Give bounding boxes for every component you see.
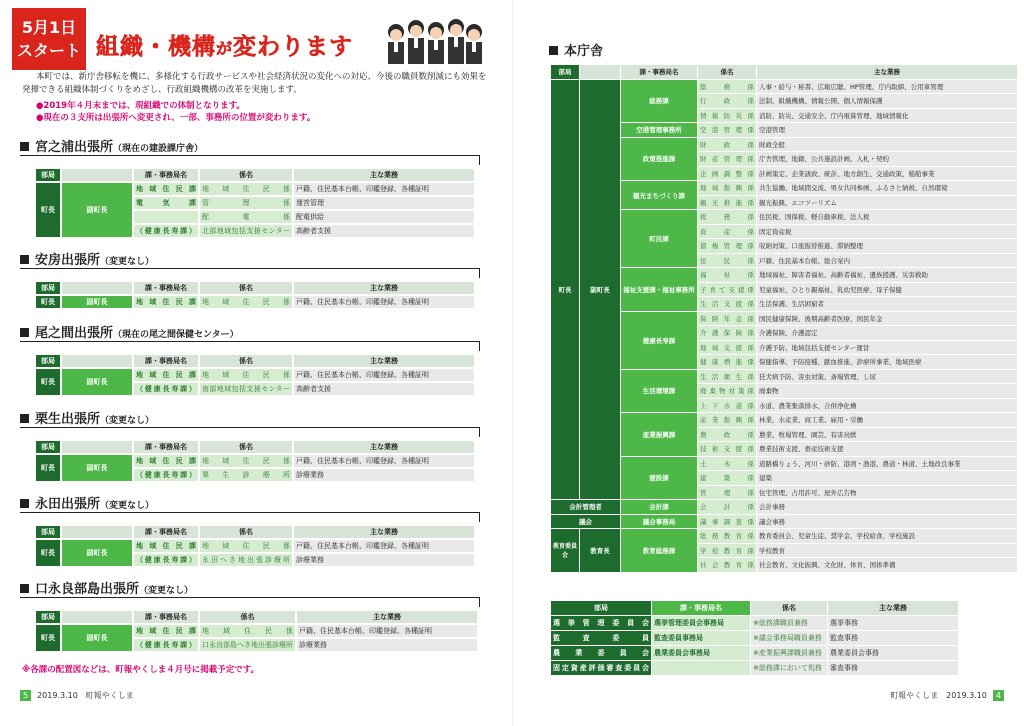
ka-cell: 監査委員事務局 [652, 631, 750, 645]
kei-cell: ※総務課職員兼務 [751, 616, 827, 630]
header-blank [62, 355, 132, 367]
section-bracket [20, 427, 480, 437]
kei-cell: 管理係 [202, 199, 290, 207]
table-row [551, 661, 958, 675]
kei-cell: 子育て支援係 [698, 283, 756, 297]
section-title [20, 578, 488, 596]
gyomu-cell: 高齢者支援 [294, 383, 474, 395]
kei-cell: ※議会事務局職員兼務 [751, 631, 827, 645]
org-cell: 町長 [36, 369, 60, 395]
badge-start: スタート [16, 41, 81, 60]
sub-org-cell: 副町長 [62, 625, 132, 651]
kei-cell: 財産管理係 [698, 152, 756, 166]
section-bracket [20, 341, 480, 351]
header-gyomu: 主な業務 [294, 282, 474, 294]
section-subtitle: （変更なし） [100, 257, 155, 267]
ka-cell: （健康長寿課） [136, 471, 196, 479]
section-name: 尾之間出張所 [35, 326, 114, 341]
org-cell: 農業委員会 [551, 646, 651, 660]
kei-cell: 口永良部島へき地出張診療所 [202, 641, 293, 649]
branch-table [34, 524, 476, 568]
page-date: 2019.3.10 町報やくしま [37, 691, 134, 700]
header-gyomu: 主な業務 [294, 355, 474, 367]
branch-section [20, 136, 488, 235]
section-bracket [20, 268, 480, 278]
kei-cell: 地域住民係 [202, 185, 290, 193]
ka-cell: （健康長寿課） [136, 227, 196, 235]
kei-cell: 企画調整係 [698, 167, 756, 181]
section-title [20, 249, 488, 267]
bullet-square-icon [20, 328, 29, 337]
kei-cell: 北部地域包括支援センター [202, 227, 290, 235]
gyomu-cell: 高齢者支援 [294, 225, 474, 237]
committees-grid [550, 600, 959, 676]
bullet-square-icon [20, 142, 29, 151]
kei-cell: 行政係 [698, 94, 756, 108]
gyomu-cell: 生活保護、生活困窮者 [757, 297, 1017, 311]
ka-cell: （健康長寿課） [136, 385, 196, 393]
section-title [20, 136, 488, 154]
gyomu-cell: 消防、防災、交通安全、庁内電算管理、地域情報化 [757, 109, 1017, 123]
org-cell: 会計管理者 [551, 500, 620, 514]
ka-cell [134, 211, 198, 223]
gyomu-cell: 農業、牧場管理、園芸、有害鳥獣 [757, 428, 1017, 442]
table-row [551, 370, 1017, 384]
ka-cell: 政策推進課 [621, 138, 697, 181]
header-bukyoku: 部局 [36, 282, 60, 294]
badge-date: 5月1日 [21, 18, 77, 37]
header-kei: 係名 [698, 65, 756, 79]
gyomu-cell: 計画策定、企業誘致、統計、地方創生、交通政策、船舶事業 [757, 167, 1017, 181]
header-ka: 課・事務局名 [134, 282, 198, 294]
header-ka: 課・事務局名 [134, 169, 198, 181]
kei-cell: 社会教育係 [698, 558, 756, 572]
header-row [551, 65, 1017, 79]
ka-cell: 農業委員会事務局 [652, 646, 750, 660]
gyomu-cell: 狂犬病予防、害虫対策、斎場管理、し尿 [757, 370, 1017, 384]
gyomu-cell: 廃棄物 [757, 384, 1017, 398]
branch-section [20, 249, 488, 306]
gyomu-cell: 保健指導、予防接種、献血推進、診療所事業、地域医療 [757, 355, 1017, 369]
kei-cell: 空港管理係 [698, 123, 756, 137]
table-row [551, 457, 1017, 471]
section-subtitle: （変更なし） [100, 501, 155, 511]
table-row [551, 123, 1017, 137]
section-subtitle: （現在の建設課庁舎） [113, 144, 204, 154]
gyomu-cell: 戸籍、住民基本台帳、印鑑登録、各種証明 [294, 296, 474, 308]
header-bukyoku: 部局 [36, 441, 60, 453]
table-row [36, 455, 474, 467]
main-office-title [549, 40, 603, 59]
header-blank [62, 282, 132, 294]
kei-cell: 福祉係 [698, 268, 756, 282]
table-row [551, 138, 1017, 152]
sub-org-cell: 副町長 [62, 296, 132, 308]
footnote: ※各課の配置図などは、町報やくしま４月号に掲載予定です。 [22, 665, 260, 675]
title-part-a: 組織・機構 [96, 34, 216, 60]
section-subtitle: （変更なし） [139, 586, 194, 596]
gyomu-cell: 人事・給与・秘書、広報広聴、HP管理、庁内取締、公用車管理 [757, 80, 1017, 94]
header-bukyoku: 部局 [36, 169, 60, 181]
table-row [551, 646, 958, 660]
branch-table [34, 439, 476, 483]
header-ka: 課・事務局名 [134, 611, 198, 623]
gyomu-cell: 固定資産税 [757, 225, 1017, 239]
gyomu-cell: 農業技術支援、畜産技術支援 [757, 442, 1017, 456]
ka-cell: 建設課 [621, 457, 697, 500]
gyomu-cell: 水道、農業集落排水、合併浄化槽 [757, 399, 1017, 413]
kei-cell: 土木係 [698, 457, 756, 471]
gyomu-cell: 建築 [757, 471, 1017, 485]
gyomu-cell: 社会教育、文化振興、文化財、体育、国体準備 [757, 558, 1017, 572]
title-part-c: 変わります [233, 34, 354, 60]
section-title [20, 322, 488, 340]
gyomu-cell: 国民健康保険、後期高齢者医療、国民年金 [757, 312, 1017, 326]
org-cell: 監査委員 [551, 631, 651, 645]
kei-cell: 管理係 [698, 486, 756, 500]
gyomu-cell: 戸籍、住民基本台帳、印鑑登録、各種証明 [294, 183, 474, 195]
kei-cell: 生活支援係 [698, 297, 756, 311]
ka-cell: 健康長寿課 [621, 312, 697, 369]
ka-cell: 議会事務局 [621, 515, 697, 529]
page-title [96, 28, 353, 61]
gyomu-cell: 監査事務 [828, 631, 958, 645]
header-ka: 課・事務局名 [652, 601, 750, 615]
kei-cell: 栗生診療所 [202, 471, 290, 479]
ka-cell: 地域住民課 [136, 457, 196, 465]
section-name: 安房出張所 [35, 253, 101, 268]
gyomu-cell: 審査事務 [828, 661, 958, 675]
org-cell: 選挙管理委員会 [551, 616, 651, 630]
section-name: 口永良部島出張所 [35, 582, 140, 597]
kei-cell: 地域振興係 [698, 181, 756, 195]
page-number: 4 [993, 690, 1004, 701]
branch-table [34, 280, 476, 310]
kei-cell: 技術支援係 [698, 442, 756, 456]
note-1: ●2019年４月末までは、現組織での体制となります。 [36, 101, 245, 111]
gyomu-cell: 診療業務 [294, 469, 474, 481]
section-subtitle: （現在の尾之間保健センター） [113, 330, 239, 340]
gyomu-cell: 児童福祉、ひとり親福祉、乳幼児医療、母子保健 [757, 283, 1017, 297]
section-bracket [20, 597, 480, 607]
header-kei: 係名 [751, 601, 827, 615]
ka-cell: （健康長寿課） [136, 641, 196, 649]
header-bukyoku: 部局 [36, 355, 60, 367]
header-row [36, 526, 474, 538]
gyomu-cell: 法制、組織機構、情報公開、個人情報保護 [757, 94, 1017, 108]
ka-cell: 地域住民課 [136, 185, 196, 193]
org-cell: 町長 [36, 183, 60, 237]
table-row [551, 80, 1017, 94]
header-blank [62, 526, 132, 538]
staff-crowd-illustration [382, 12, 484, 64]
table-row [551, 312, 1017, 326]
kei-cell: ※総務課において処務 [751, 661, 827, 675]
sub-org-cell: 副町長 [62, 455, 132, 481]
org-cell: 議会 [551, 515, 620, 529]
gyomu-cell: 財政全般 [757, 138, 1017, 152]
ka-cell: 地域住民課 [136, 627, 196, 635]
gyomu-cell: 庁舎管理、地籍、公共施設計画、入札・契約 [757, 152, 1017, 166]
org-cell: 町長 [36, 625, 60, 651]
header-kei: 係名 [200, 611, 295, 623]
page-number: 5 [20, 690, 31, 701]
header-gyomu: 主な業務 [297, 611, 477, 623]
ka-cell: 観光まちづくり課 [621, 181, 697, 209]
left-page-footer [20, 690, 134, 701]
header-kei: 係名 [200, 441, 292, 453]
gyomu-cell: 戸籍、住民基本台帳、印鑑登録、各種証明 [294, 455, 474, 467]
ka-cell: 町民課 [621, 210, 697, 267]
gyomu-cell: 介護予防、地域包括支援センター運営 [757, 341, 1017, 355]
ka-cell [652, 661, 750, 675]
header-kei: 係名 [200, 526, 292, 538]
kei-cell: 観光推進係 [698, 196, 756, 210]
main-office-title-text: 本庁舎 [564, 44, 604, 59]
header-row [36, 282, 474, 294]
header-gyomu: 主な業務 [828, 601, 958, 615]
ka-cell: 選挙管理委員会事務局 [652, 616, 750, 630]
ka-cell: 教育総務課 [621, 529, 697, 572]
kei-cell: 地域住民係 [202, 298, 290, 306]
kei-cell: 廃棄物対策係 [698, 384, 756, 398]
branch-section [20, 493, 488, 564]
kei-cell: 介護保険係 [698, 326, 756, 340]
gyomu-cell: 観光振興、エコツーリズム [757, 196, 1017, 210]
title-part-b: が [216, 39, 234, 58]
section-name: 栗生出張所 [35, 412, 101, 427]
kei-cell: 農政係 [698, 428, 756, 442]
kei-cell: 地域住民係 [202, 627, 293, 635]
kei-cell: 議事調査係 [698, 515, 756, 529]
kei-cell: 建築係 [698, 471, 756, 485]
gyomu-cell: 診療業務 [294, 554, 474, 566]
section-bracket [20, 512, 480, 522]
gyomu-cell: 診療業務 [297, 639, 477, 651]
ka-cell: 地域住民課 [136, 371, 196, 379]
header-gyomu: 主な業務 [294, 169, 474, 181]
ka-cell: 総務課 [621, 80, 697, 123]
section-name: 宮之浦出張所 [35, 140, 114, 155]
kei-cell: 税務係 [698, 210, 756, 224]
gyomu-cell: 配電供給 [294, 211, 474, 223]
gyomu-cell: 住宅管理、占用許可、屋外広告物 [757, 486, 1017, 500]
header-row [36, 441, 474, 453]
org-cell: 町長 [551, 80, 579, 500]
bullet-square-icon [549, 46, 558, 55]
start-date-badge [12, 8, 86, 70]
kei-cell: 債権管理係 [698, 239, 756, 253]
kei-cell: 上下水道係 [698, 399, 756, 413]
gyomu-cell: 議会事務 [757, 515, 1017, 529]
sub-org-cell: 教育長 [580, 529, 620, 572]
branch-section [20, 578, 488, 649]
bullet-square-icon [20, 584, 29, 593]
gyomu-cell: 林業、水産業、商工業、雇用・労働 [757, 413, 1017, 427]
gyomu-cell: 選挙事務 [828, 616, 958, 630]
kei-cell: 保険年金係 [698, 312, 756, 326]
table-row [551, 181, 1017, 195]
table-row [36, 369, 474, 381]
main-office-grid [550, 64, 1018, 573]
sub-org-cell: 副町長 [580, 80, 620, 500]
ka-cell: 会計課 [621, 500, 697, 514]
branch-table [34, 353, 476, 397]
page-date: 町報やくしま 2019.3.10 [890, 691, 987, 700]
bullet-square-icon [20, 414, 29, 423]
kei-cell: 資産係 [698, 225, 756, 239]
table-row [551, 210, 1017, 224]
header-kei: 係名 [200, 282, 292, 294]
table-row [36, 183, 474, 195]
kei-cell: 情報防災係 [698, 109, 756, 123]
kei-cell: 地域支援係 [698, 341, 756, 355]
gyomu-cell: 農業委員会事務 [828, 646, 958, 660]
note-2: ●現在の３支所は出張所へ変更され、一部、事務所の位置が変わります。 [36, 113, 316, 123]
kei-cell: 住民係 [698, 254, 756, 268]
kei-cell: 財政係 [698, 138, 756, 152]
table-row [36, 540, 474, 552]
gyomu-cell: 住民税、国保税、軽自動車税、法人税 [757, 210, 1017, 224]
ka-cell: （健康長寿課） [136, 556, 196, 564]
ka-cell: 地域住民課 [136, 542, 196, 550]
kei-cell: 永田へき地出張診療所 [202, 556, 290, 564]
gyomu-cell: 収納対策、口座振替推進、滞納整理 [757, 239, 1017, 253]
section-name: 永田出張所 [35, 497, 101, 512]
gyomu-cell: 道路橋りょう、河川・砂防、港湾・漁港、農道・林道、土地改良事業 [757, 457, 1017, 471]
bullet-square-icon [20, 255, 29, 264]
gyomu-cell: 会計事務 [757, 500, 1017, 514]
ka-cell: 産業振興課 [621, 413, 697, 456]
header-row [551, 601, 958, 615]
sub-org-cell: 副町長 [62, 183, 132, 237]
org-cell: 固定資産評価審査委員会 [551, 661, 651, 675]
header-kei: 係名 [200, 355, 292, 367]
right-page [512, 0, 1024, 726]
ka-cell: 電気課 [136, 199, 196, 207]
header-ka: 課・事務局名 [621, 65, 697, 79]
ka-cell: 福祉支援課・福祉事務所 [621, 268, 697, 311]
kei-cell: 地域住民係 [202, 542, 290, 550]
table-row [551, 500, 1017, 514]
kei-cell: 配電係 [202, 213, 290, 221]
header-row [36, 355, 474, 367]
bullet-square-icon [20, 499, 29, 508]
table-row [551, 631, 958, 645]
header-gyomu: 主な業務 [757, 65, 1017, 79]
section-title [20, 493, 488, 511]
org-cell: 町長 [36, 296, 60, 308]
sub-org-cell: 副町長 [62, 540, 132, 566]
gyomu-cell: 空港管理 [757, 123, 1017, 137]
gyomu-cell: 介護保険、介護認定 [757, 326, 1017, 340]
header-ka: 課・事務局名 [134, 441, 198, 453]
header-blank [580, 65, 620, 79]
gyomu-cell: 戸籍、住民基本台帳、総合案内 [757, 254, 1017, 268]
header-bukyoku: 部局 [36, 611, 60, 623]
gyomu-cell: 教育委員会、児童生徒、奨学金、学校給食、学校施設 [757, 529, 1017, 543]
kei-cell: 南部地域包括支援センター [202, 385, 290, 393]
intro-text: 本町では、新庁舎移転を機に、多様化する行政サービスや社会経済状況の変化への対応、今後の職員数削減にも効果を発揮できる組織体制づくりをめざし、行政組織機構の改革を実施します。 [22, 72, 487, 95]
ka-cell: 空港管理事務所 [621, 123, 697, 137]
table-row [551, 268, 1017, 282]
kei-cell: ※産業振興課職員兼務 [751, 646, 827, 660]
header-blank [62, 441, 132, 453]
section-bracket [20, 155, 480, 165]
section-title [20, 408, 488, 426]
gyomu-cell: 戸籍、住民基本台帳、印鑑登録、各種証明 [294, 540, 474, 552]
branch-table [34, 609, 479, 653]
right-page-footer [890, 690, 1004, 701]
kei-cell: 学校教育係 [698, 544, 756, 558]
branch-section [20, 322, 488, 393]
gyomu-cell: 共生協働、地域間交流、男女共同参画、ふるさと納税、自然環境 [757, 181, 1017, 195]
ka-cell: 地域住民課 [136, 298, 196, 306]
section-subtitle: （変更なし） [100, 416, 155, 426]
header-ka: 課・事務局名 [134, 355, 198, 367]
kei-cell: 地域住民係 [202, 371, 290, 379]
kei-cell: 産業振興係 [698, 413, 756, 427]
header-blank [62, 169, 132, 181]
kei-cell: 地域住民係 [202, 457, 290, 465]
gyomu-cell: 運営管理 [294, 197, 474, 209]
header-ka: 課・事務局名 [134, 526, 198, 538]
kei-cell: 会計係 [698, 500, 756, 514]
committees-table [550, 600, 959, 676]
kei-cell: 総務教育係 [698, 529, 756, 543]
gyomu-cell: 戸籍、住民基本台帳、印鑑登録、各種証明 [294, 369, 474, 381]
header-row [36, 611, 477, 623]
table-row [551, 529, 1017, 543]
header-gyomu: 主な業務 [294, 441, 474, 453]
org-cell: 町長 [36, 455, 60, 481]
header-kei: 係名 [200, 169, 292, 181]
table-row [551, 515, 1017, 529]
header-row [36, 169, 474, 181]
main-office-table [550, 64, 1018, 573]
header-blank [62, 611, 132, 623]
gyomu-cell: 地域福祉、障害者福祉、高齢者福祉、遺族援護、災害救助 [757, 268, 1017, 282]
header-gyomu: 主な業務 [294, 526, 474, 538]
branch-section [20, 408, 488, 479]
gyomu-cell: 戸籍、住民基本台帳、印鑑登録、各種証明 [297, 625, 477, 637]
kei-cell: 生活衛生係 [698, 370, 756, 384]
table-row [551, 616, 958, 630]
org-cell: 町長 [36, 540, 60, 566]
table-row [551, 413, 1017, 427]
header-bukyoku: 部局 [551, 65, 579, 79]
notes [36, 100, 315, 124]
table-row [36, 625, 477, 637]
kei-cell: 総務係 [698, 80, 756, 94]
sub-org-cell: 副町長 [62, 369, 132, 395]
header-bukyoku: 部局 [36, 526, 60, 538]
gyomu-cell: 学校教育 [757, 544, 1017, 558]
header-bukyoku: 部局 [551, 601, 651, 615]
org-cell: 教育委員会 [551, 529, 579, 572]
branch-table [34, 167, 476, 239]
ka-cell: 生活環境課 [621, 370, 697, 413]
kei-cell: 健康増進係 [698, 355, 756, 369]
table-row [36, 296, 474, 308]
